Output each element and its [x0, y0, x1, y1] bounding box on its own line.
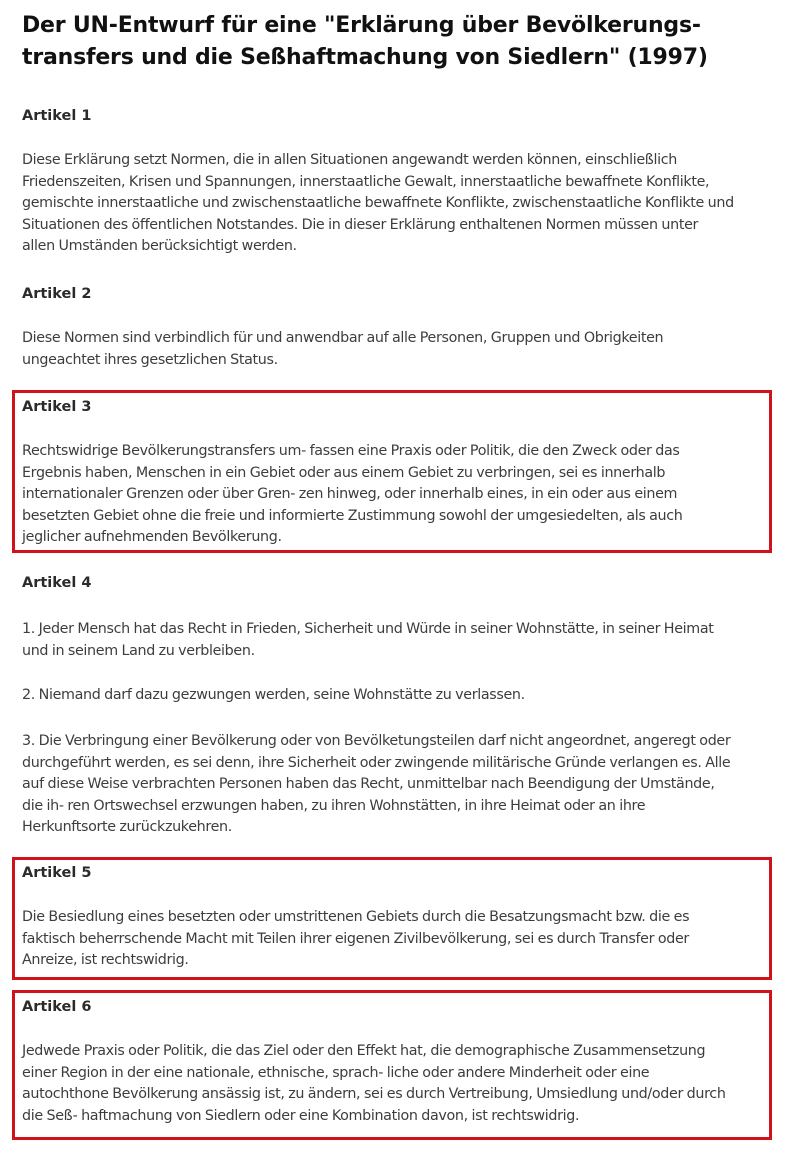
text-line: Rechtswidrige Bevölkerungstransfers um- fassen eine Praxis oder Politik, die den Zweck oder das — [22, 443, 680, 459]
text-line: Anreize, ist rechtswidrig. — [22, 952, 189, 969]
text-line: ungeachtet ihres gesetzlichen Status. — [22, 351, 278, 368]
text-line: Friedenszeiten, Krisen und Spannungen, innerstaatliche Gewalt, innerstaatliche bewaffnete Konflikte, — [22, 173, 710, 190]
text-line: autochthone Bevölkerung ansässig ist, zu ändern, sei es durch Vertreibung, Umsiedlung und/oder durch — [22, 1086, 726, 1103]
text-line: Diese Normen sind verbindlich für und anwendbar auf alle Personen, Gruppen und Obrigkeiten — [22, 330, 664, 346]
text-line: einer Region in der eine nationale, ethnische, sprach- liche oder andere Minderheit oder eine — [22, 1064, 650, 1081]
article-paragraph — [22, 441, 782, 549]
article-paragraph — [22, 328, 782, 371]
article-paragraph — [22, 685, 782, 707]
text-line: und in seinem Land zu verbleiben. — [22, 642, 255, 659]
text-line: jeglicher aufnehmenden Bevölkerung. — [22, 529, 282, 546]
article-paragraph — [22, 150, 782, 258]
article-paragraph — [22, 619, 782, 662]
text-line: gemischte innerstaatliche und zwischenstaatliche bewaffnete Konflikte, zwischenstaatliche Konflikte und — [22, 195, 734, 212]
article-heading: Artikel 3 — [22, 399, 92, 415]
text-line: die ih- ren Ortswechsel erzwungen haben, zu ihren Wohnstätten, in ihre Heimat oder an ihre — [22, 797, 646, 814]
text-line: 2. Niemand darf dazu gezwungen werden, seine Wohnstätte zu verlassen. — [22, 687, 525, 703]
text-line: 3. Die Verbringung einer Bevölkerung oder von Bevölketungsteilen darf nicht angeordnet, angeregt oder — [22, 733, 731, 749]
text-line: Jedwede Praxis oder Politik, die das Ziel oder den Effekt hat, die demographische Zusammensetzung — [22, 1043, 706, 1059]
article-heading: Artikel 2 — [22, 286, 92, 302]
article-heading: Artikel 5 — [22, 865, 92, 881]
title-line: transfers und die Seßhaftmachung von Siedlern" (1997) — [22, 45, 708, 70]
text-line: die Seß- haftmachung von Siedlern oder eine Kombination davon, ist rechtswidrig. — [22, 1107, 580, 1124]
document-title — [22, 10, 782, 74]
text-line: allen Umständen berücksichtigt werden. — [22, 238, 297, 255]
article-paragraph — [22, 1041, 782, 1127]
text-line: 1. Jeder Mensch hat das Recht in Frieden, Sicherheit und Würde in seiner Wohnstätte, in seiner Heimat — [22, 621, 714, 637]
text-line: Diese Erklärung setzt Normen, die in allen Situationen angewandt werden können, einschließlich — [22, 152, 677, 168]
article-heading: Artikel 1 — [22, 108, 92, 124]
article-heading: Artikel 4 — [22, 575, 92, 591]
text-line: Ergebnis haben, Menschen in ein Gebiet oder aus einem Gebiet zu verbringen, sei es innerhalb — [22, 464, 666, 481]
text-line: auf diese Weise verbrachten Personen haben das Recht, unmittelbar nach Beendigung der Umstände, — [22, 776, 715, 793]
text-line: besetzten Gebiet ohne die freie und informierte Zustimmung sowohl der umgesiedelten, als auch — [22, 507, 683, 524]
text-line: durchgeführt werden, es sei denn, ihre Sicherheit oder zwingende militärische Gründe verlangen es. Alle — [22, 754, 731, 771]
article-paragraph — [22, 731, 782, 839]
text-line: Herkunftsorte zurückzukehren. — [22, 819, 232, 836]
text-line: faktisch beherrschende Macht mit Teilen ihrer eigenen Zivilbevölkerung, sei es durch Transfer oder — [22, 930, 689, 947]
title-line: Der UN-Entwurf für eine "Erklärung über Bevölkerungs- — [22, 13, 701, 38]
article-paragraph — [22, 907, 782, 972]
text-line: Die Besiedlung eines besetzten oder umstrittenen Gebiets durch die Besatzungsmacht bzw. die es — [22, 909, 690, 925]
text-line: internationaler Grenzen oder über Gren- zen hinweg, oder innerhalb eines, in ein oder aus einem — [22, 486, 678, 503]
text-line: Situationen des öffentlichen Notstandes. Die in dieser Erklärung enthaltenen Normen müssen unter — [22, 216, 699, 233]
article-heading: Artikel 6 — [22, 999, 92, 1015]
